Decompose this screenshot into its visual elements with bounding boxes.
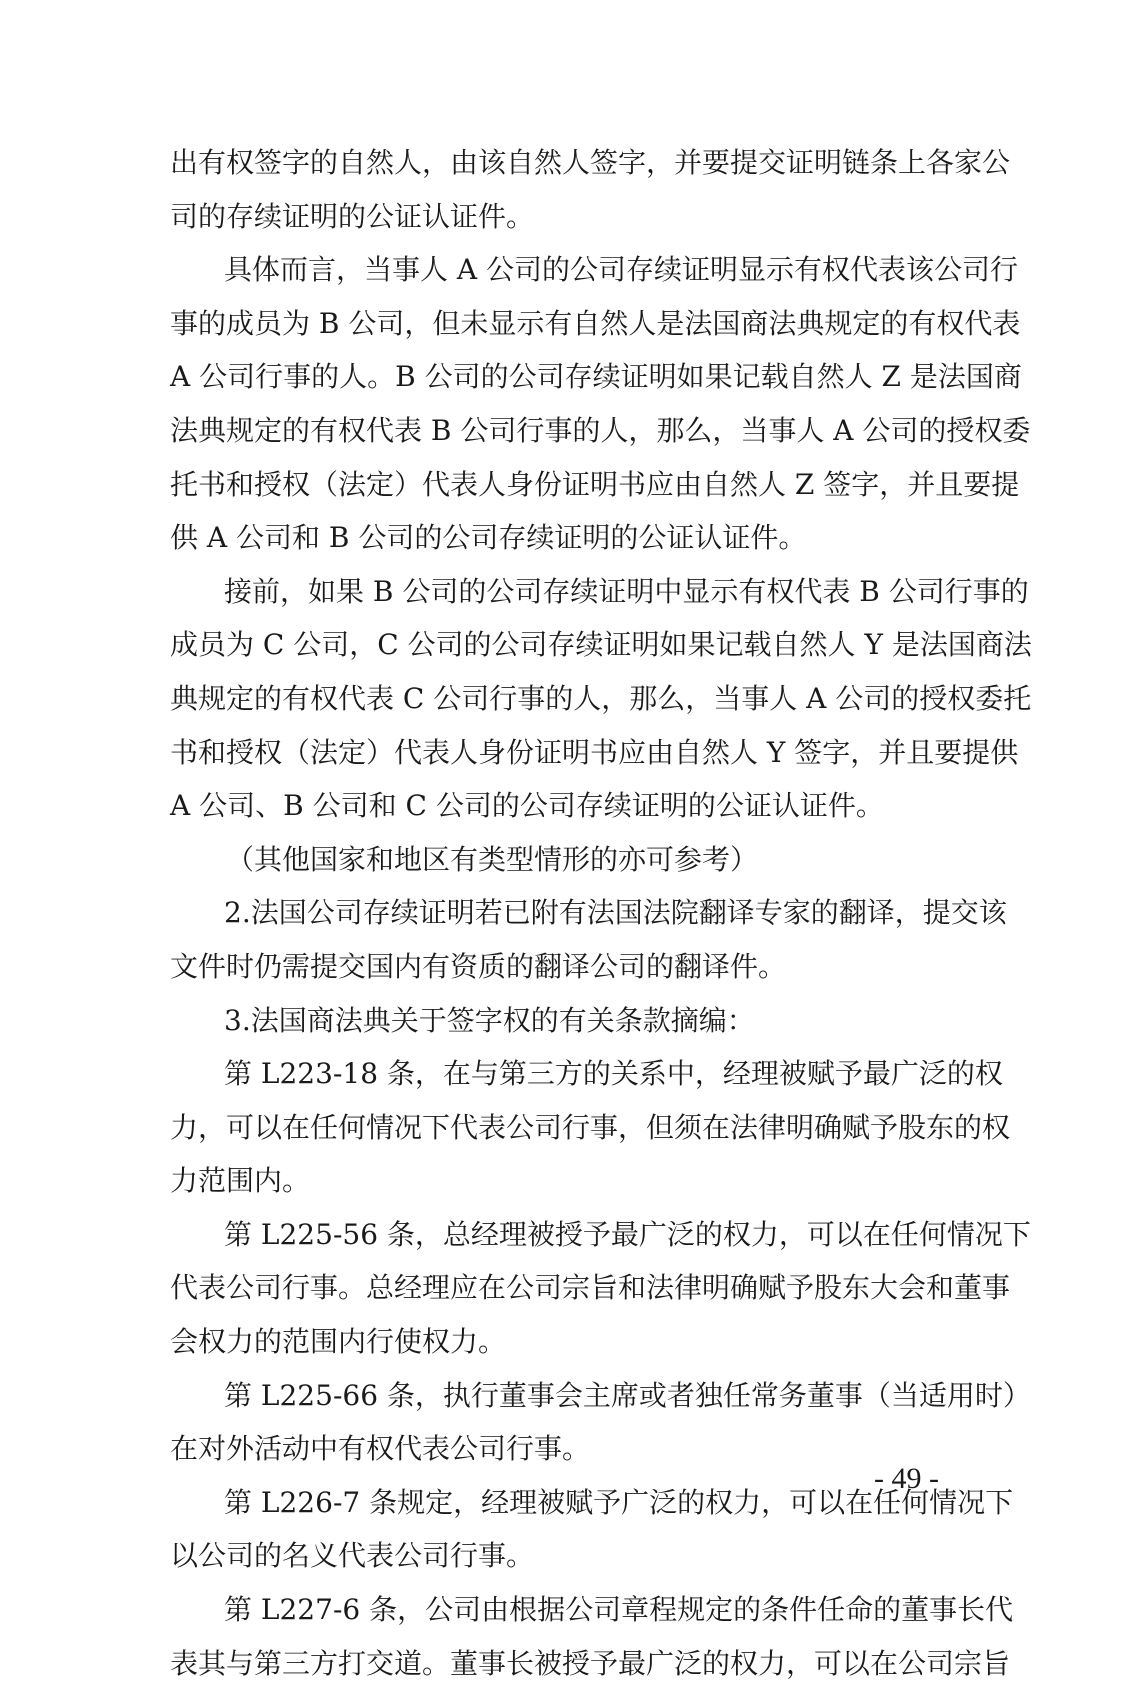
- text-line: 典规定的有权代表 C 公司行事的人，那么，当事人 A 公司的授权委托: [170, 681, 1032, 715]
- text-line: 第 L223-18 条，在与第三方的关系中，经理被赋予最广泛的权: [224, 1057, 1003, 1091]
- text-line: 接前，如果 B 公司的公司存续证明中显示有权代表 B 公司行事的: [224, 574, 1029, 608]
- text-line: 第 L227-6 条，公司由根据公司章程规定的条件任命的董事长代: [224, 1593, 1014, 1627]
- document-body: [170, 136, 1032, 1690]
- text-line: 2.法国公司存续证明若已附有法国法院翻译专家的翻译，提交该: [224, 896, 1007, 930]
- text-line: 代表公司行事。总经理应在公司宗旨和法律明确赋予股东大会和董事: [170, 1271, 1011, 1305]
- text-line: 力，可以在任何情况下代表公司行事，但须在法律明确赋予股东的权: [170, 1110, 1011, 1144]
- text-line: 第 L226-7 条规定，经理被赋予广泛的权力，可以在任何情况下: [224, 1485, 1014, 1519]
- text-line: 3.法国商法典关于签字权的有关条款摘编：: [224, 1003, 755, 1037]
- text-line: 书和授权（法定）代表人身份证明书应由自然人 Y 签字，并且要提供: [170, 735, 1019, 769]
- text-line: A 公司、B 公司和 C 公司的公司存续证明的公证认证件。: [170, 789, 884, 823]
- text-line: 文件时仍需提交国内有资质的翻译公司的翻译件。: [170, 949, 787, 983]
- text-line: 力范围内。: [170, 1164, 311, 1198]
- text-line: 表其与第三方打交道。董事长被授予最广泛的权力，可以在公司宗旨: [170, 1646, 1011, 1680]
- text-line: 成员为 C 公司，C 公司的公司存续证明如果记载自然人 Y 是法国商法: [170, 628, 1032, 662]
- text-line: 出有权签字的自然人，由该自然人签字，并要提交证明链条上各家公: [170, 146, 1011, 179]
- text-line: 托书和授权（法定）代表人身份证明书应由自然人 Z 签字，并且要提: [170, 467, 1020, 501]
- page-number: - 49 -: [874, 1462, 939, 1495]
- text-line: 在对外活动中有权代表公司行事。: [170, 1432, 591, 1466]
- text-line: 会权力的范围内行使权力。: [170, 1325, 507, 1359]
- text-line: 法典规定的有权代表 B 公司行事的人，那么，当事人 A 公司的授权委: [170, 413, 1031, 447]
- text-line: 第 L225-56 条，总经理被授予最广泛的权力，可以在任何情况下: [224, 1217, 1031, 1251]
- text-line: 供 A 公司和 B 公司的公司存续证明的公证认证件。: [170, 521, 807, 555]
- text-line: A 公司行事的人。B 公司的公司存续证明如果记载自然人 Z 是法国商: [170, 360, 1022, 394]
- text-line: 事的成员为 B 公司，但未显示有自然人是法国商法典规定的有权代表: [170, 306, 1021, 340]
- text-line: 具体而言，当事人 A 公司的公司存续证明显示有权代表该公司行: [224, 253, 1019, 287]
- note-line: （其他国家和地区有类型情形的亦可参考）: [226, 842, 759, 876]
- text-line: 第 L225-66 条，执行董事会主席或者独任常务董事（当适用时）: [224, 1378, 1031, 1412]
- text-line: 以公司的名义代表公司行事。: [170, 1539, 535, 1573]
- text-line: 司的存续证明的公证认证件。: [170, 199, 535, 233]
